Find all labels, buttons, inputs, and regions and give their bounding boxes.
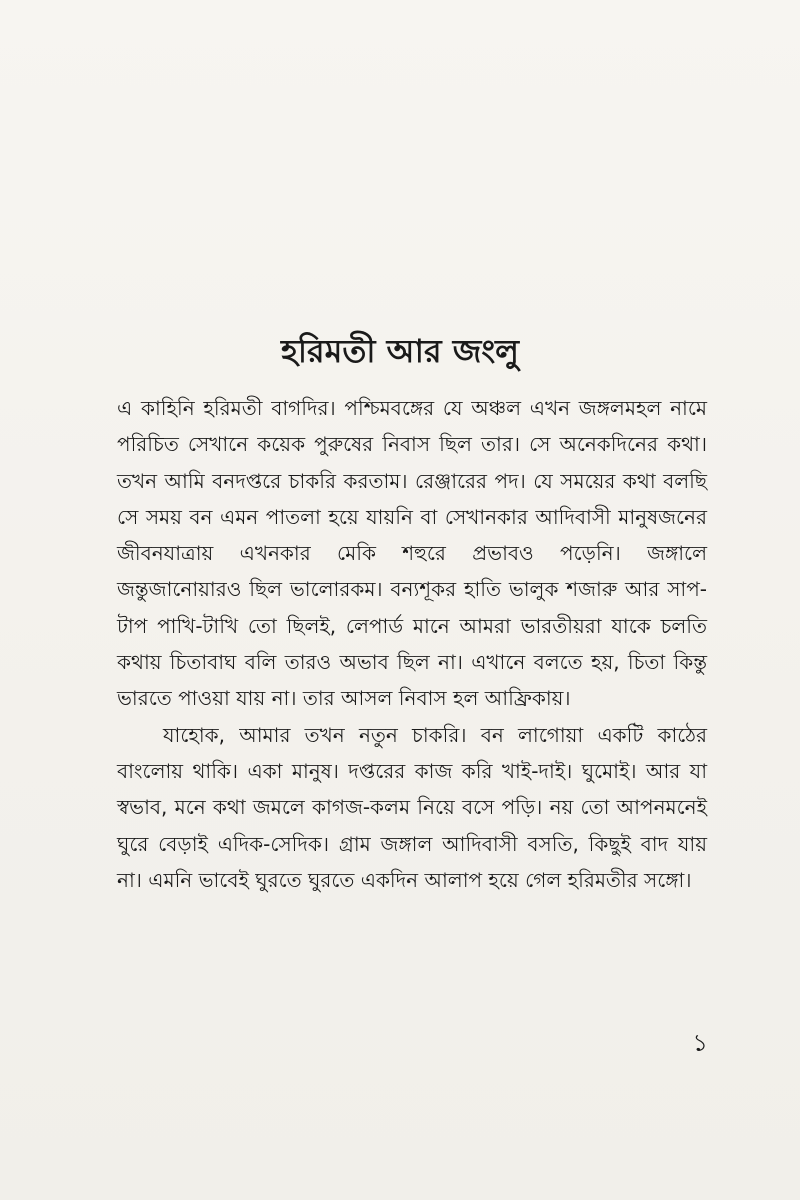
chapter-body (117, 390, 707, 898)
paragraph-2: যাহোক, আমার তখন নতুন চাকরি। বন লাগোয়া একটি কাঠের বাংলোয় থাকি। একা মানুষ। দপ্তরের কাজ করি খাই-দাই। ঘুমোই। আর যা স্বভাব, মনে কথা জমলে কাগজ-কলম নিয়ে বসে পড়ি। নয় তো আপনমনেই ঘুরে বেড়াই এদিক-সেদিক। গ্রাম জঙ্গাল আদিবাসী বসতি, কিছুই বাদ যায় না। এমনি ভাবেই ঘুরতে ঘুরতে একদিন আলাপ হয়ে গেল হরিমতীর সঙ্গো। (117, 722, 707, 892)
chapter-title: হরিমতী আর জংলু (281, 332, 519, 371)
paragraph-1: এ কাহিনি হরিমতী বাগদির। পশ্চিমবঙ্গের যে অঞ্চল এখন জঙ্গলমহল নামে পরিচিত সেখানে কয়েক পুরুষের নিবাস ছিল তার। সে অনেকদিনের কথা। তখন আমি বনদপ্তরে চাকরি করতাম। রেঞ্জারের পদ। যে সময়ের কথা বলছি সে সময় বন এমন পাতলা হয়ে যায়নি বা সেখানকার আদিবাসী মানুষজনের জীবনযাত্রায় এখনকার মেকি শহুরে প্রভাবও পড়েনি। জঙ্গালে জন্তুজানোয়ারও ছিল ভালোরকম। বন্যশূকর হাতি ভালুক শজারু আর সাপ-টাপ পাখি-টাখি তো ছিলই, লেপার্ড মানে আমরা ভারতীয়রা যাকে চলতি কথায় চিতাবাঘ বলি তারও অভাব ছিল না। এখানে বলতে হয়, চিতা কিন্তু ভারতে পাওয়া যায় না। তার আসল নিবাস হল আফ্রিকায়। (117, 396, 707, 711)
page-number: ১ (692, 1029, 708, 1057)
